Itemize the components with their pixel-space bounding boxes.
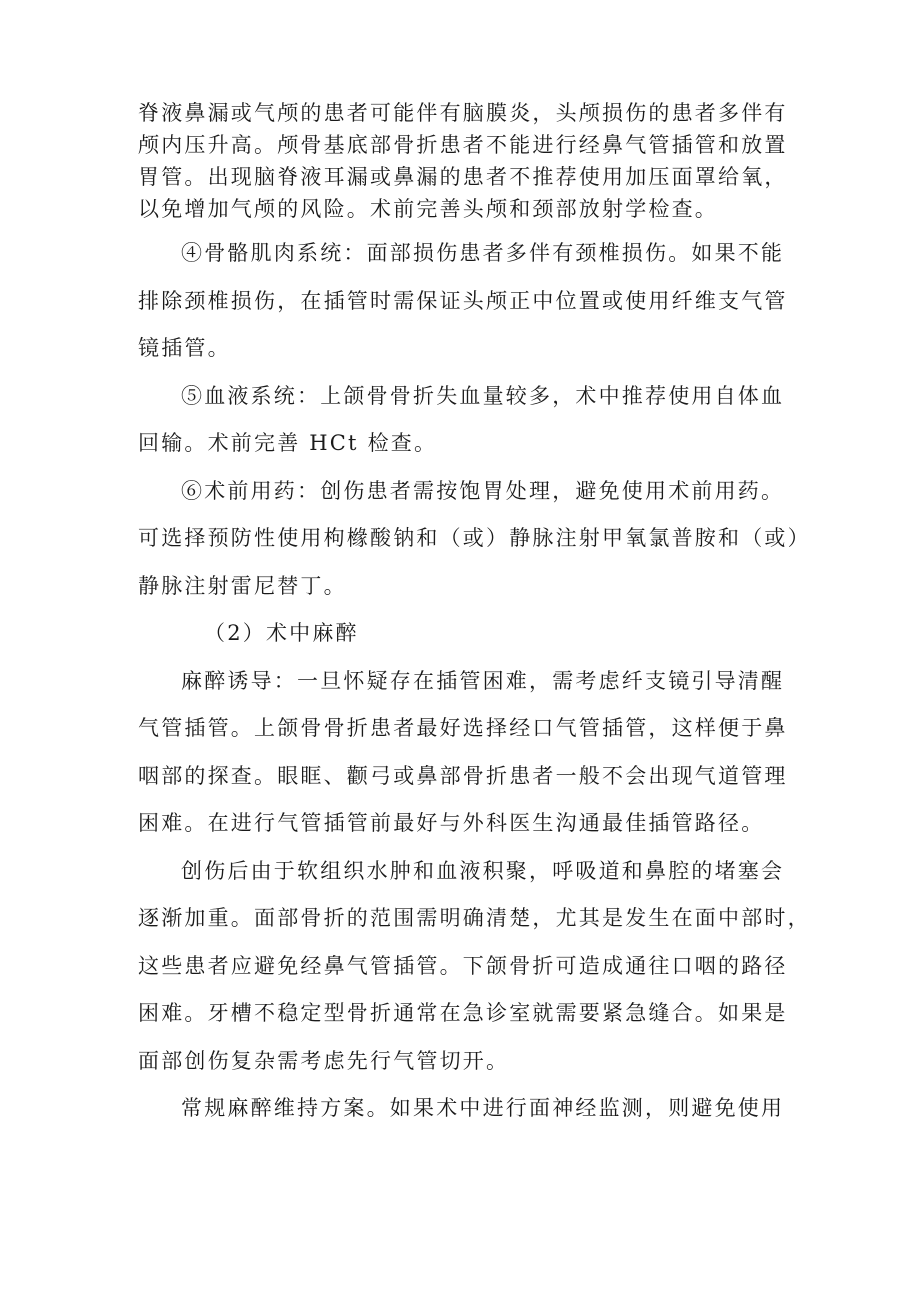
text-line: 常规麻醉维持方案。如果术中进行面神经监测，则避免使用 — [181, 1096, 785, 1120]
text-line: 气管插管。上颌骨骨折患者最好选择经口气管插管，这样便于鼻 — [138, 716, 788, 740]
text-line: ⑤血液系统：上颌骨骨折失血量较多，术中推荐使用自体血 — [181, 384, 785, 408]
text-line: 这些患者应避免经鼻气管插管。下颌骨折可造成通往口咽的路径 — [138, 954, 788, 978]
text-line: 排除颈椎损伤，在插管时需保证头颅正中位置或使用纤维支气管 — [138, 289, 788, 313]
text-line: 面部创伤复杂需考虑先行气管切开。 — [138, 1049, 510, 1073]
text-line: 以免增加气颅的风险。术前完善头颅和颈部放射学检查。 — [138, 197, 718, 221]
text-line: 脊液鼻漏或气颅的患者可能伴有脑膜炎，头颅损伤的患者多伴有 — [138, 101, 788, 125]
text-line: 颅内压升高。颅骨基底部骨折患者不能进行经鼻气管插管和放置 — [138, 133, 788, 157]
text-line: 咽部的探查。眼眶、颧弓或鼻部骨折患者一般不会出现气道管理 — [138, 764, 788, 788]
text-line: 静脉注射雷尼替丁。 — [138, 574, 347, 598]
text-line: 胃管。出现脑脊液耳漏或鼻漏的患者不推荐使用加压面罩给氧， — [138, 165, 788, 189]
text-line: 可选择预防性使用枸橼酸钠和（或）静脉注射甲氧氯普胺和（或） — [138, 526, 811, 550]
section-heading: （2）术中麻醉 — [204, 621, 359, 645]
text-line: 麻醉诱导：一旦怀疑存在插管困难，需考虑纤支镜引导清醒 — [181, 669, 785, 693]
text-line: 镜插管。 — [138, 336, 231, 360]
text-line: ⑥术前用药：创伤患者需按饱胃处理，避免使用术前用药。 — [181, 479, 785, 503]
text-line: 创伤后由于软组织水肿和血液积聚，呼吸道和鼻腔的堵塞会 — [181, 859, 785, 883]
text-line: 逐渐加重。面部骨折的范围需明确清楚，尤其是发生在面中部时， — [138, 906, 811, 930]
text-line: ④骨骼肌肉系统：面部损伤患者多伴有颈椎损伤。如果不能 — [181, 241, 785, 265]
text-line: 回输。术前完善 HCt 检查。 — [138, 431, 438, 455]
text-line: 困难。在进行气管插管前最好与外科医生沟通最佳插管路径。 — [138, 811, 765, 835]
text-line: 困难。牙槽不稳定型骨折通常在急诊室就需要紧急缝合。如果是 — [138, 1001, 788, 1025]
